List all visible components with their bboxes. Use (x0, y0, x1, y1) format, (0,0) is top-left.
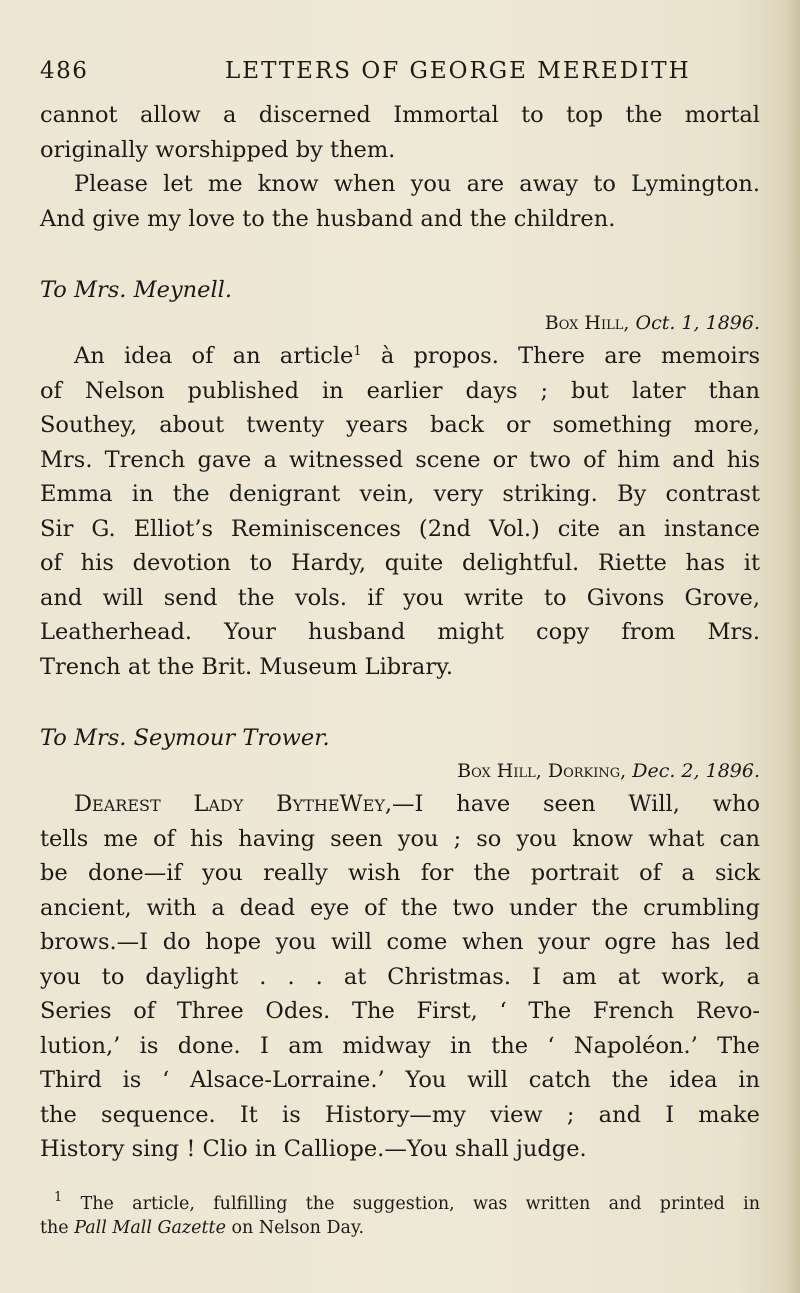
continuation-paragraph (40, 98, 760, 236)
text-fragment: The article, fulfilling the suggestion, was written and printed in (80, 1194, 760, 1214)
text-line: Trench at the Brit. Museum Library. (40, 653, 453, 680)
text-line: and will send the vols. if you write to Givons Grove, (40, 584, 760, 611)
footnote-line (40, 1192, 760, 1216)
text-fragment: An idea of an article (74, 343, 354, 369)
footnote-marker: 1 (353, 344, 362, 359)
text-line (40, 339, 760, 374)
text-line: tells me of his having seen you ; so you know what can (40, 825, 760, 852)
page-number: 486 (40, 58, 89, 84)
text-line: of his devotion to Hardy, quite delightful. Riette has it (40, 550, 760, 576)
text-line: And give my love to the husband and the children. (40, 205, 616, 232)
letter-body-trower (40, 787, 760, 1167)
footnote-number: 1 (54, 1190, 63, 1205)
publication-title: Pall Mall Gazette (74, 1218, 226, 1238)
salutation: Dearest Lady BytheWey, (74, 791, 393, 817)
text-line: Southey, about twenty years back or something more, (40, 412, 760, 438)
text-line: Series of Three Odes. The First, ‘ The French Revo- (40, 998, 760, 1024)
letter-heading-trower: To Mrs. Seymour Trower. (40, 725, 330, 751)
dateline-place: Box Hill, Dorking, (457, 760, 627, 782)
text-line: ancient, with a dead eye of the two under the crumbling (40, 894, 760, 921)
page-header (40, 58, 760, 98)
body-text (40, 98, 760, 1167)
text-line: you to daylight . . . at Christmas. I am at work, a (40, 963, 760, 990)
text-line (40, 787, 760, 822)
letter-body-meynell (40, 339, 760, 684)
text-line: History sing ! Clio in Calliope.—You shall judge. (40, 1136, 587, 1162)
text-line: cannot allow a discerned Immortal to top the mortal (40, 102, 760, 128)
running-title: LETTERS OF GEORGE MEREDITH (225, 58, 691, 84)
text-line: Please let me know when you are away to Lymington. (74, 171, 760, 197)
footnote (40, 1192, 760, 1240)
text-line: Third is ‘ Alsace-Lorraine.’ You will catch the idea in (40, 1067, 760, 1093)
text-fragment: on Nelson Day. (225, 1218, 365, 1238)
dateline-place: Box Hill, (544, 312, 630, 334)
dateline-date: Oct. 1, 1896. (635, 312, 760, 334)
dateline-date: Dec. 2, 1896. (632, 760, 760, 782)
text-fragment: à propos. There are memoirs (361, 343, 760, 369)
dateline-trower (40, 755, 760, 787)
text-line: Mrs. Trench gave a witnessed scene or two of him and his (40, 446, 760, 473)
text-line: the sequence. It is History—my view ; and I make (40, 1101, 760, 1128)
text-fragment: —I have seen Will, who (392, 791, 760, 817)
text-line: be done—if you really wish for the portrait of a sick (40, 860, 760, 886)
letter-heading-meynell: To Mrs. Meynell. (40, 277, 233, 303)
text-line: originally worshipped by them. (40, 136, 396, 163)
text-fragment: the (40, 1218, 75, 1238)
footnote-line (40, 1216, 760, 1240)
text-line: lution,’ is done. I am midway in the ‘ Napoléon.’ The (40, 1032, 760, 1059)
text-line: Emma in the denigrant vein, very striking. By contrast (40, 481, 760, 507)
text-line: Leatherhead. Your husband might copy from Mrs. (40, 619, 760, 645)
text-line: Sir G. Elliot’s Reminiscences (2nd Vol.) cite an instance (40, 515, 760, 542)
dateline-meynell (40, 307, 760, 339)
text-line: brows.—I do hope you will come when your ogre has led (40, 929, 760, 955)
text-line: of Nelson published in earlier days ; but later than (40, 377, 760, 404)
